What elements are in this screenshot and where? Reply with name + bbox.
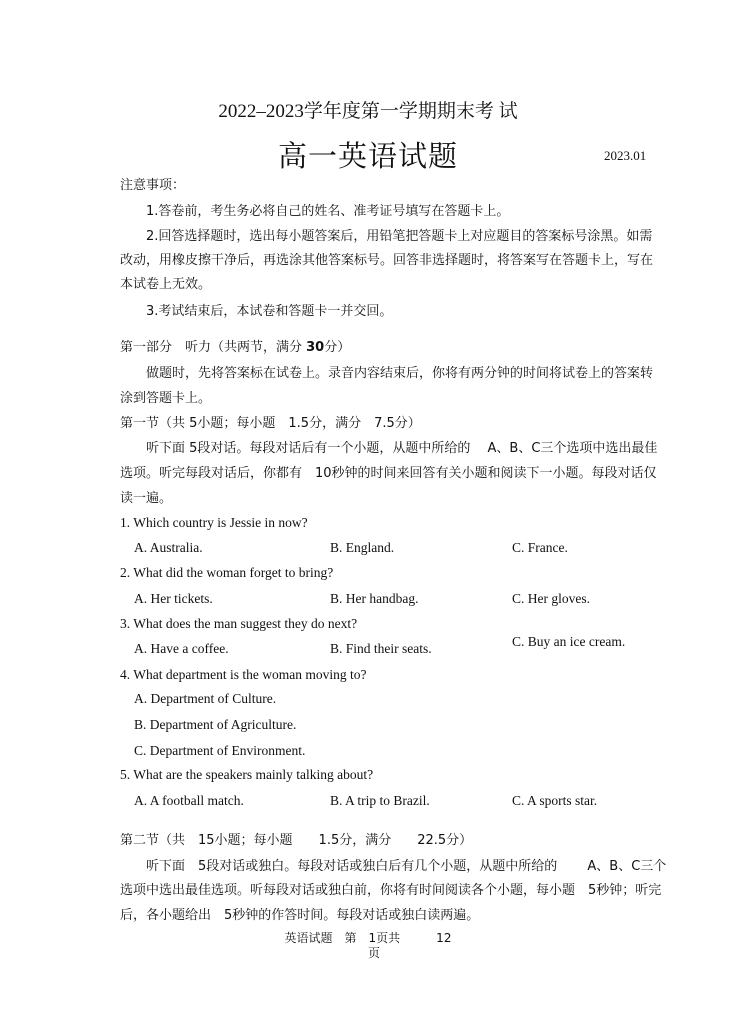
question-1-option-a: A. Australia. (134, 540, 203, 555)
question-5-option-c: C. A sports star. (512, 793, 598, 808)
question-3-option-c: C. Buy an ice cream. (512, 634, 626, 649)
section1-instruction-line-3: 读一遍。 (120, 491, 173, 506)
section1-heading: 第一节（共 5小题；每小题 1.5分，满分 7.5分） (120, 416, 421, 431)
question-5-option-a: A. A football match. (134, 793, 244, 808)
question-2-option-a: A. Her tickets. (134, 591, 213, 606)
part1-instruction-line-1: 做题时，先将答案标在试卷上。录音内容结束后，你将有两分钟的时间将试卷上的答案转 (146, 366, 654, 381)
question-3-stem: 3. What does the man suggest they do next? (120, 616, 358, 631)
question-1-stem: 1. Which country is Jessie in now? (120, 515, 308, 530)
section1-instruction-line-1: 听下面 5段对话。每段对话后有一个小题，从题中所给的 A、B、C三个选项中选出最佳 (146, 441, 658, 456)
notes-heading: 注意事项： (120, 178, 186, 193)
question-2-stem: 2. What did the woman forget to bring? (120, 565, 334, 580)
part1-instruction-line-2: 涂到答题卡上。 (120, 391, 212, 406)
section2-heading: 第二节（共 15小题；每小题 1.5分，满分 22.5分） (120, 833, 473, 848)
exam-date: 2023.01 (604, 148, 647, 163)
question-3-option-a: A. Have a coffee. (134, 641, 229, 656)
section1-instruction-line-2: 选项。听完每段对话后，你都有 10秒钟的时间来回答有关小题和阅读下一小题。每段对话仅 (120, 466, 657, 481)
question-4-stem: 4. What department is the woman moving to? (120, 667, 367, 682)
notes-item-2-line-3: 本试卷上无效。 (120, 277, 212, 292)
question-5-stem: 5. What are the speakers mainly talking about? (120, 767, 374, 782)
question-2-option-b: B. Her handbag. (330, 591, 419, 606)
question-5-option-b: B. A trip to Brazil. (330, 793, 430, 808)
part1-heading-suffix: 分） (324, 340, 351, 355)
notes-item-3: 3.考试结束后，本试卷和答题卡一并交回。 (146, 304, 393, 319)
question-1-option-b: B. England. (330, 540, 395, 555)
section2-instruction-line-2: 选项中选出最佳选项。听每段对话或独白前，你将有时间阅读各个小题，每小题 5秒钟；听完 (120, 883, 662, 898)
exam-name: 2022–2023学年度第一学期期末考 试 (218, 101, 518, 122)
section2-instruction-line-3: 后，各小题给出 5秒钟的作答时间。每段对话或独白读两遍。 (120, 908, 480, 923)
part1-heading-text: 第一部分 听力（共两节，满分 (120, 340, 307, 355)
question-1-option-c: C. France. (512, 540, 568, 555)
question-2-option-c: C. Her gloves. (512, 591, 590, 606)
page-title: 高一英语试题 (277, 139, 458, 173)
part1-heading (120, 336, 350, 355)
notes-item-1: 1.答卷前，考生务必将自己的姓名、准考证号填写在答题卡上。 (146, 204, 510, 219)
question-4-option-b: B. Department of Agriculture. (134, 717, 297, 732)
question-3-option-b: B. Find their seats. (330, 641, 432, 656)
notes-item-2-line-2: 改动，用橡皮擦干净后，再选涂其他答案标号。回答非选择题时，将答案写在答题卡上，写在 (120, 253, 654, 268)
question-4-option-c: C. Department of Environment. (134, 743, 306, 758)
part1-heading-score: 30 (306, 340, 325, 355)
section2-instruction-line-1: 听下面 5段对话或独白。每段对话或独白后有几个小题，从题中所给的 A、B、C三个 (146, 859, 667, 874)
question-4-option-a: A. Department of Culture. (134, 691, 277, 706)
notes-item-2-line-1: 2.回答选择题时，选出每小题答案后，用铅笔把答题卡上对应题目的答案标号涂黑。如需 (146, 229, 653, 244)
footer-page-suffix: 页 (368, 946, 381, 960)
footer-page-info: 英语试题 第 1页共 12 (284, 931, 452, 945)
